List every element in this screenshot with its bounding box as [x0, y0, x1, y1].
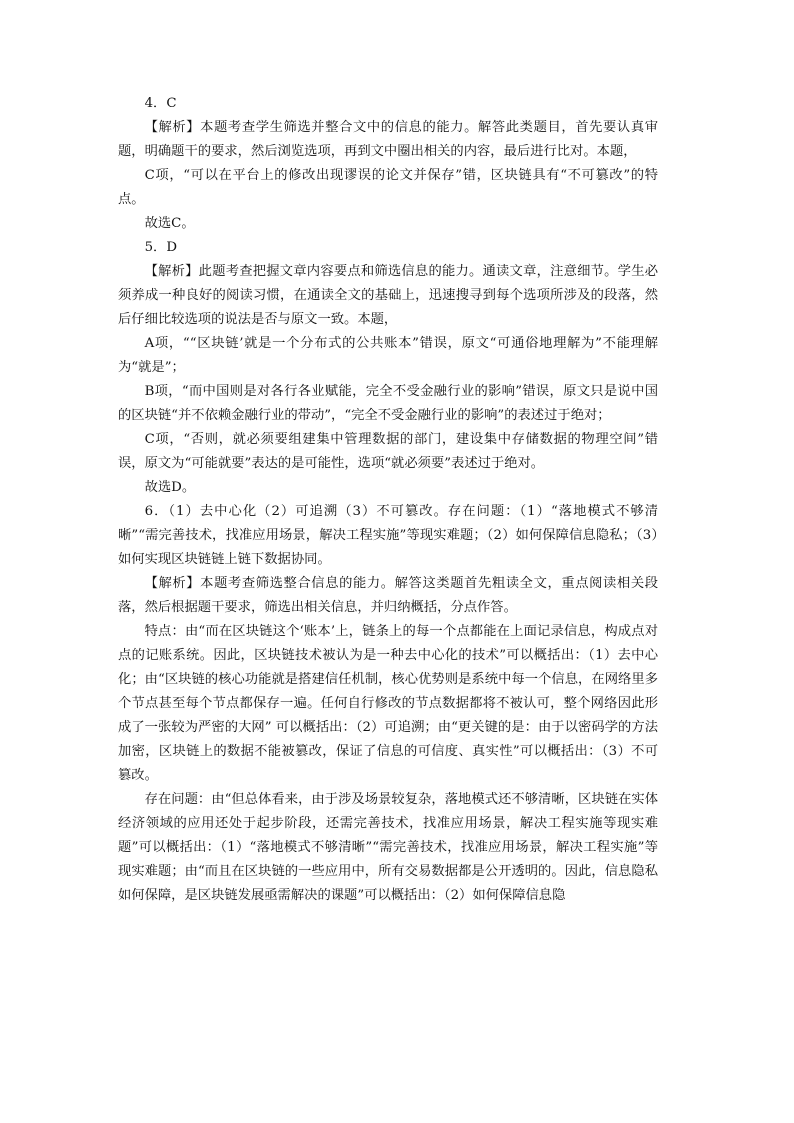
- q6-problems: 存在问题：由“但总体看来，由于涉及场景较复杂，落地模式还不够清晰，区块链在实体经济领域的应用还处于起步阶段，还需完善技术，找准应用场景，解决工程实施等现实难题”可以概括出：（1）“落地模式不够清晰”“需完善技术，找准应用场景，解决工程实施”等现实难题；由“而且在区块链的一些应用中，所有交易数据都是公开透明的。因此，信息隐私如何保障，是区块链发展亟需解决的课题”可以概括出：（2）如何保障信息隐: [118, 792, 658, 903]
- q6-answer: 6．（1）去中心化（2）可追溯（3）不可篡改。存在问题：（1）“落地模式不够清晰”“需完善技术，找准应用场景，解决工程实施”等现实难题；（2）如何保障信息隐私；（3）如何实现区块链链上链下数据协同。: [118, 504, 658, 567]
- q5-option-b: B项，“而中国则是对各行各业赋能，完全不受金融行业的影响”错误，原文只是说中国的区块链“并不依赖金融行业的带动”，“完全不受金融行业的影响”的表述过于绝对；: [118, 384, 658, 423]
- analysis-label: 【解析】: [144, 264, 199, 279]
- q5-option-a: A项，““区块链’就是一个分布式的公共账本”错误，原文“可通俗地理解为”不能理解为“就是”；: [118, 336, 658, 375]
- q4-answer: 4．C: [144, 96, 177, 111]
- q6-analysis: [118, 572, 658, 620]
- q6-analysis-text: 本题考查筛选整合信息的能力。解答这类题首先粗读全文，重点阅读相关段落，然后根据题干要求，筛选出相关信息，并归纳概括，分点作答。: [118, 576, 659, 615]
- answer-analysis-content: [118, 92, 658, 908]
- q5-conclusion: 故选D。: [144, 480, 196, 495]
- q5-analysis: [118, 260, 658, 332]
- q4-option-c: C项，“可以在平台上的修改出现谬误的论文并保存”错，区块链具有“不可篡改”的特点。: [118, 168, 658, 207]
- q5-answer: 5．D: [144, 240, 178, 255]
- analysis-label: 【解析】: [144, 120, 201, 135]
- q6-features: 特点：由“而在区块链这个‘账本’上，链条上的每一个点都能在上面记录信息，构成点对点的记账系统。因此，区块链技术被认为是一种去中心化的技术”可以概括出：（1）去中心化；由“区块链的核心功能就是搭建信任机制，核心优势则是系统中每一个信息，在网络里多个节点甚至每个节点都保存一遍。任何自行修改的节点数据都将不被认可，整个网络因此形成了一张较为严密的大网” 可以概括出：（2）可追溯；由“更关键的是：由于以密码学的方法加密，区块链上的数据不能被篡改，保证了信息的可信度、真实性”可以概括出：（3）不可篡改。: [118, 624, 658, 783]
- q4-analysis-text: 本题考查学生筛选并整合文中的信息的能力。解答此类题目，首先要认真审题，明确题干的要求，然后浏览选项，再到文中圈出相关的内容，最后进行比对。本题，: [118, 120, 659, 159]
- q5-option-c: C项，“否则，就必须要组建集中管理数据的部门，建设集中存储数据的物理空间”错误，原文为“可能就要”表达的是可能性，选项“就必须要”表述过于绝对。: [118, 432, 658, 471]
- q4-analysis: [118, 116, 658, 164]
- q4-conclusion: 故选C。: [144, 216, 195, 231]
- analysis-label: 【解析】: [144, 576, 201, 591]
- q5-analysis-text: 此题考查把握文章内容要点和筛选信息的能力。通读文章，注意细节。学生必须养成一种良好的阅读习惯，在通读全文的基础上，迅速搜寻到每个选项所涉及的段落，然后仔细比较选项的说法是否与原文一致。本题，: [118, 264, 659, 327]
